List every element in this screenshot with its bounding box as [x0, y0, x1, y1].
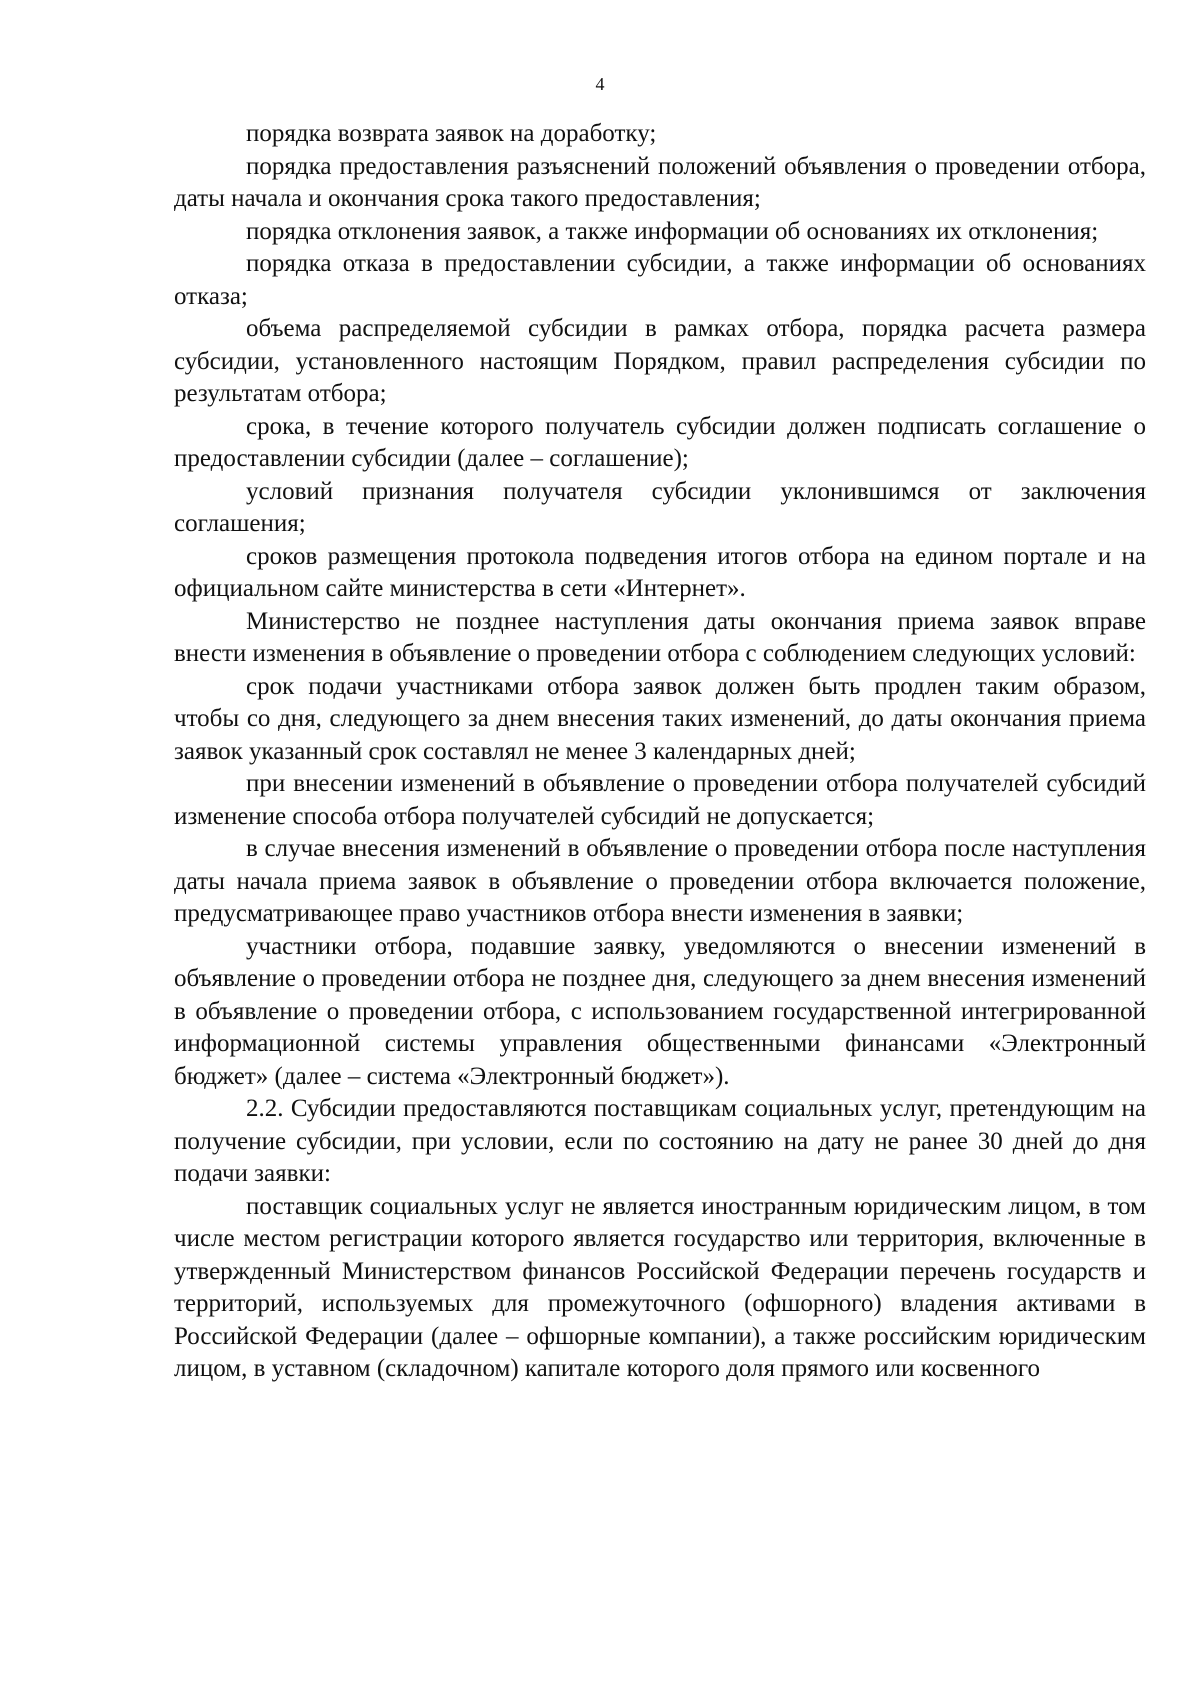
paragraph-11: при внесении изменений в объявление о проведении отбора получателей субсидий изменение способа отбора получателей субсидий не допускается;	[174, 770, 1146, 830]
paragraph-6: срока, в течение которого получатель субсидии должен подписать соглашение о предоставлении субсидии (далее – соглашение);	[174, 412, 1146, 472]
paragraph-12: в случае внесения изменений в объявление о проведении отбора после наступления даты начала приема заявок в объявление о проведении отбора включается положение, предусматривающее право участников отбора внести изменения в заявки;	[174, 835, 1146, 927]
paragraph-14: 2.2. Субсидии предоставляются поставщикам социальных услуг, претендующим на получение субсидии, при условии, если по состоянию на дату не ранее 30 дней до дня подачи заявки:	[174, 1095, 1146, 1187]
paragraph-10: срок подачи участниками отбора заявок должен быть продлен таким образом, чтобы со дня, следующего за днем внесения таких изменений, до даты окончания приема заявок указанный срок составлял не менее 3 календарных дней;	[174, 672, 1146, 765]
paragraph-1: порядка возврата заявок на доработку;	[246, 120, 657, 147]
paragraph-15: поставщик социальных услуг не является иностранным юридическим лицом, в том числе местом регистрации которого является государство или территория, включенные в утвержденный Министерством финансов Российской Федерации перечень государств и территорий, используемых для промежуточного (офшорного) владения активами в Российской Федерации (далее – офшорные компании), а также российским юридическим лицом, в уставном (складочном) капитале которого доля прямого или косвенного	[174, 1192, 1146, 1382]
paragraph-8: сроков размещения протокола подведения итогов отбора на едином портале и на официальном сайте министерства в сети «Интернет».	[174, 542, 1146, 602]
page-number: 4	[595, 74, 605, 94]
paragraph-13: участники отбора, подавшие заявку, уведомляются о внесении изменений в объявление о проведении отбора не позднее дня, следующего за днем внесения изменений в объявление о проведении отбора, с использованием государственной интегрированной информационной системы управления общественными финансами «Электронный бюджет» (далее – система «Электронный бюджет»).	[174, 932, 1146, 1090]
paragraph-3: порядка отклонения заявок, а также информации об основаниях их отклонения;	[246, 217, 1099, 245]
paragraph-7: условий признания получателя субсидии уклонившимся от заключения соглашения;	[174, 477, 1146, 537]
document-body	[174, 118, 1146, 1386]
paragraph-4: порядка отказа в предоставлении субсидии, а также информации об основаниях отказа;	[174, 250, 1146, 310]
paragraph-9: Министерство не позднее наступления даты окончания приема заявок вправе внести изменения в объявление о проведении отбора с соблюдением следующих условий:	[174, 607, 1146, 667]
paragraph-5: объема распределяемой субсидии в рамках отбора, порядка расчета размера субсидии, установленного настоящим Порядком, правил распределения субсидии по результатам отбора;	[174, 315, 1146, 407]
paragraph-2: порядка предоставления разъяснений положений объявления о проведении отбора, даты начала и окончания срока такого предоставления;	[174, 152, 1146, 212]
